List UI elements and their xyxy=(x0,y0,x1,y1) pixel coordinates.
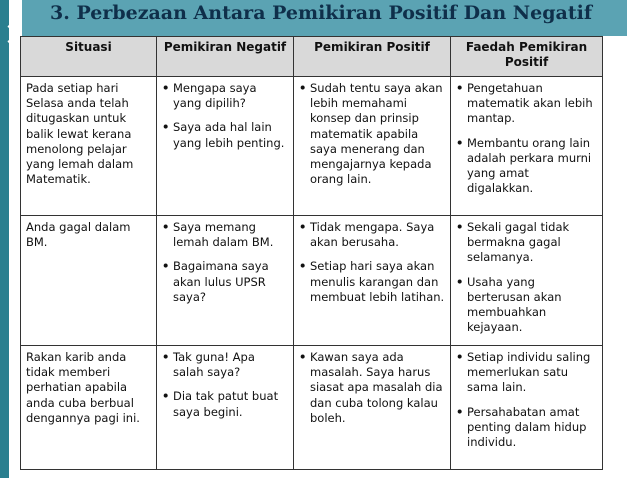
negatif-cell xyxy=(157,216,294,346)
faedah-item: • Membantu orang lain adalah perkara murni yang amat digalakkan. xyxy=(456,136,597,197)
negatif-item: • Dia tak patut buat saya begini. xyxy=(162,389,288,419)
positif-item: • Setiap hari saya akan menulis karangan dan membuat lebih latihan. xyxy=(299,259,445,305)
positif-item: • Tidak mengapa. Saya akan berusaha. xyxy=(299,220,445,250)
faedah-cell xyxy=(451,346,603,470)
faedah-cell xyxy=(451,216,603,346)
positif-item: • Kawan saya ada masalah. Saya harus siasat apa masalah dia dan cuba tolong kalau boleh. xyxy=(299,350,445,426)
left-accent-bar xyxy=(0,0,9,478)
negatif-item: • Saya ada hal lain yang lebih penting. xyxy=(162,120,288,150)
comparison-table-container xyxy=(20,36,602,469)
header-situasi: Situasi xyxy=(21,37,157,77)
header-pemikiran-negatif: Pemikiran Negatif xyxy=(157,37,294,77)
faedah-cell xyxy=(451,77,603,216)
faedah-item: • Usaha yang berterusan akan membuahkan kejayaan. xyxy=(456,275,597,336)
faedah-item: • Setiap individu saling memerlukan satu sama lain. xyxy=(456,350,597,396)
positif-cell xyxy=(294,216,451,346)
negatif-item: • Saya memang lemah dalam BM. xyxy=(162,220,288,250)
negatif-item: • Mengapa saya yang dipilih? xyxy=(162,81,288,111)
table-row xyxy=(21,77,603,216)
positif-cell xyxy=(294,346,451,470)
header-faedah-pemikiran-positif: Faedah Pemikiran Positif xyxy=(451,37,603,77)
negatif-item: • Tak guna! Apa salah saya? xyxy=(162,350,288,380)
faedah-item: • Sekali gagal tidak bermakna gagal selamanya. xyxy=(456,220,597,266)
comparison-table xyxy=(20,36,603,470)
header-pemikiran-positif: Pemikiran Positif xyxy=(294,37,451,77)
situasi-cell: Pada setiap hari Selasa anda telah ditugaskan untuk balik lewat kerana menolong pelajar yang lemah dalam Matematik. xyxy=(21,77,157,216)
negatif-cell xyxy=(157,346,294,470)
table-row xyxy=(21,216,603,346)
positif-item: • Sudah tentu saya akan lebih memahami konsep dan prinsip matematik apabila saya menerang dan mengajarnya kepada orang lain. xyxy=(299,81,445,187)
positif-cell xyxy=(294,77,451,216)
table-row xyxy=(21,346,603,470)
slide-title: 3. Perbezaan Antara Pemikiran Positif Dan Negatif xyxy=(50,2,593,24)
table-header-row xyxy=(21,37,603,77)
negatif-item: • Bagaimana saya akan lulus UPSR saya? xyxy=(162,259,288,305)
situasi-cell: Anda gagal dalam BM. xyxy=(21,216,157,346)
situasi-cell: Rakan karib anda tidak memberi perhatian apabila anda cuba berbual dengannya pagi ini. xyxy=(21,346,157,470)
negatif-cell xyxy=(157,77,294,216)
faedah-item: • Pengetahuan matematik akan lebih mantap. xyxy=(456,81,597,127)
faedah-item: • Persahabatan amat penting dalam hidup individu. xyxy=(456,405,597,451)
